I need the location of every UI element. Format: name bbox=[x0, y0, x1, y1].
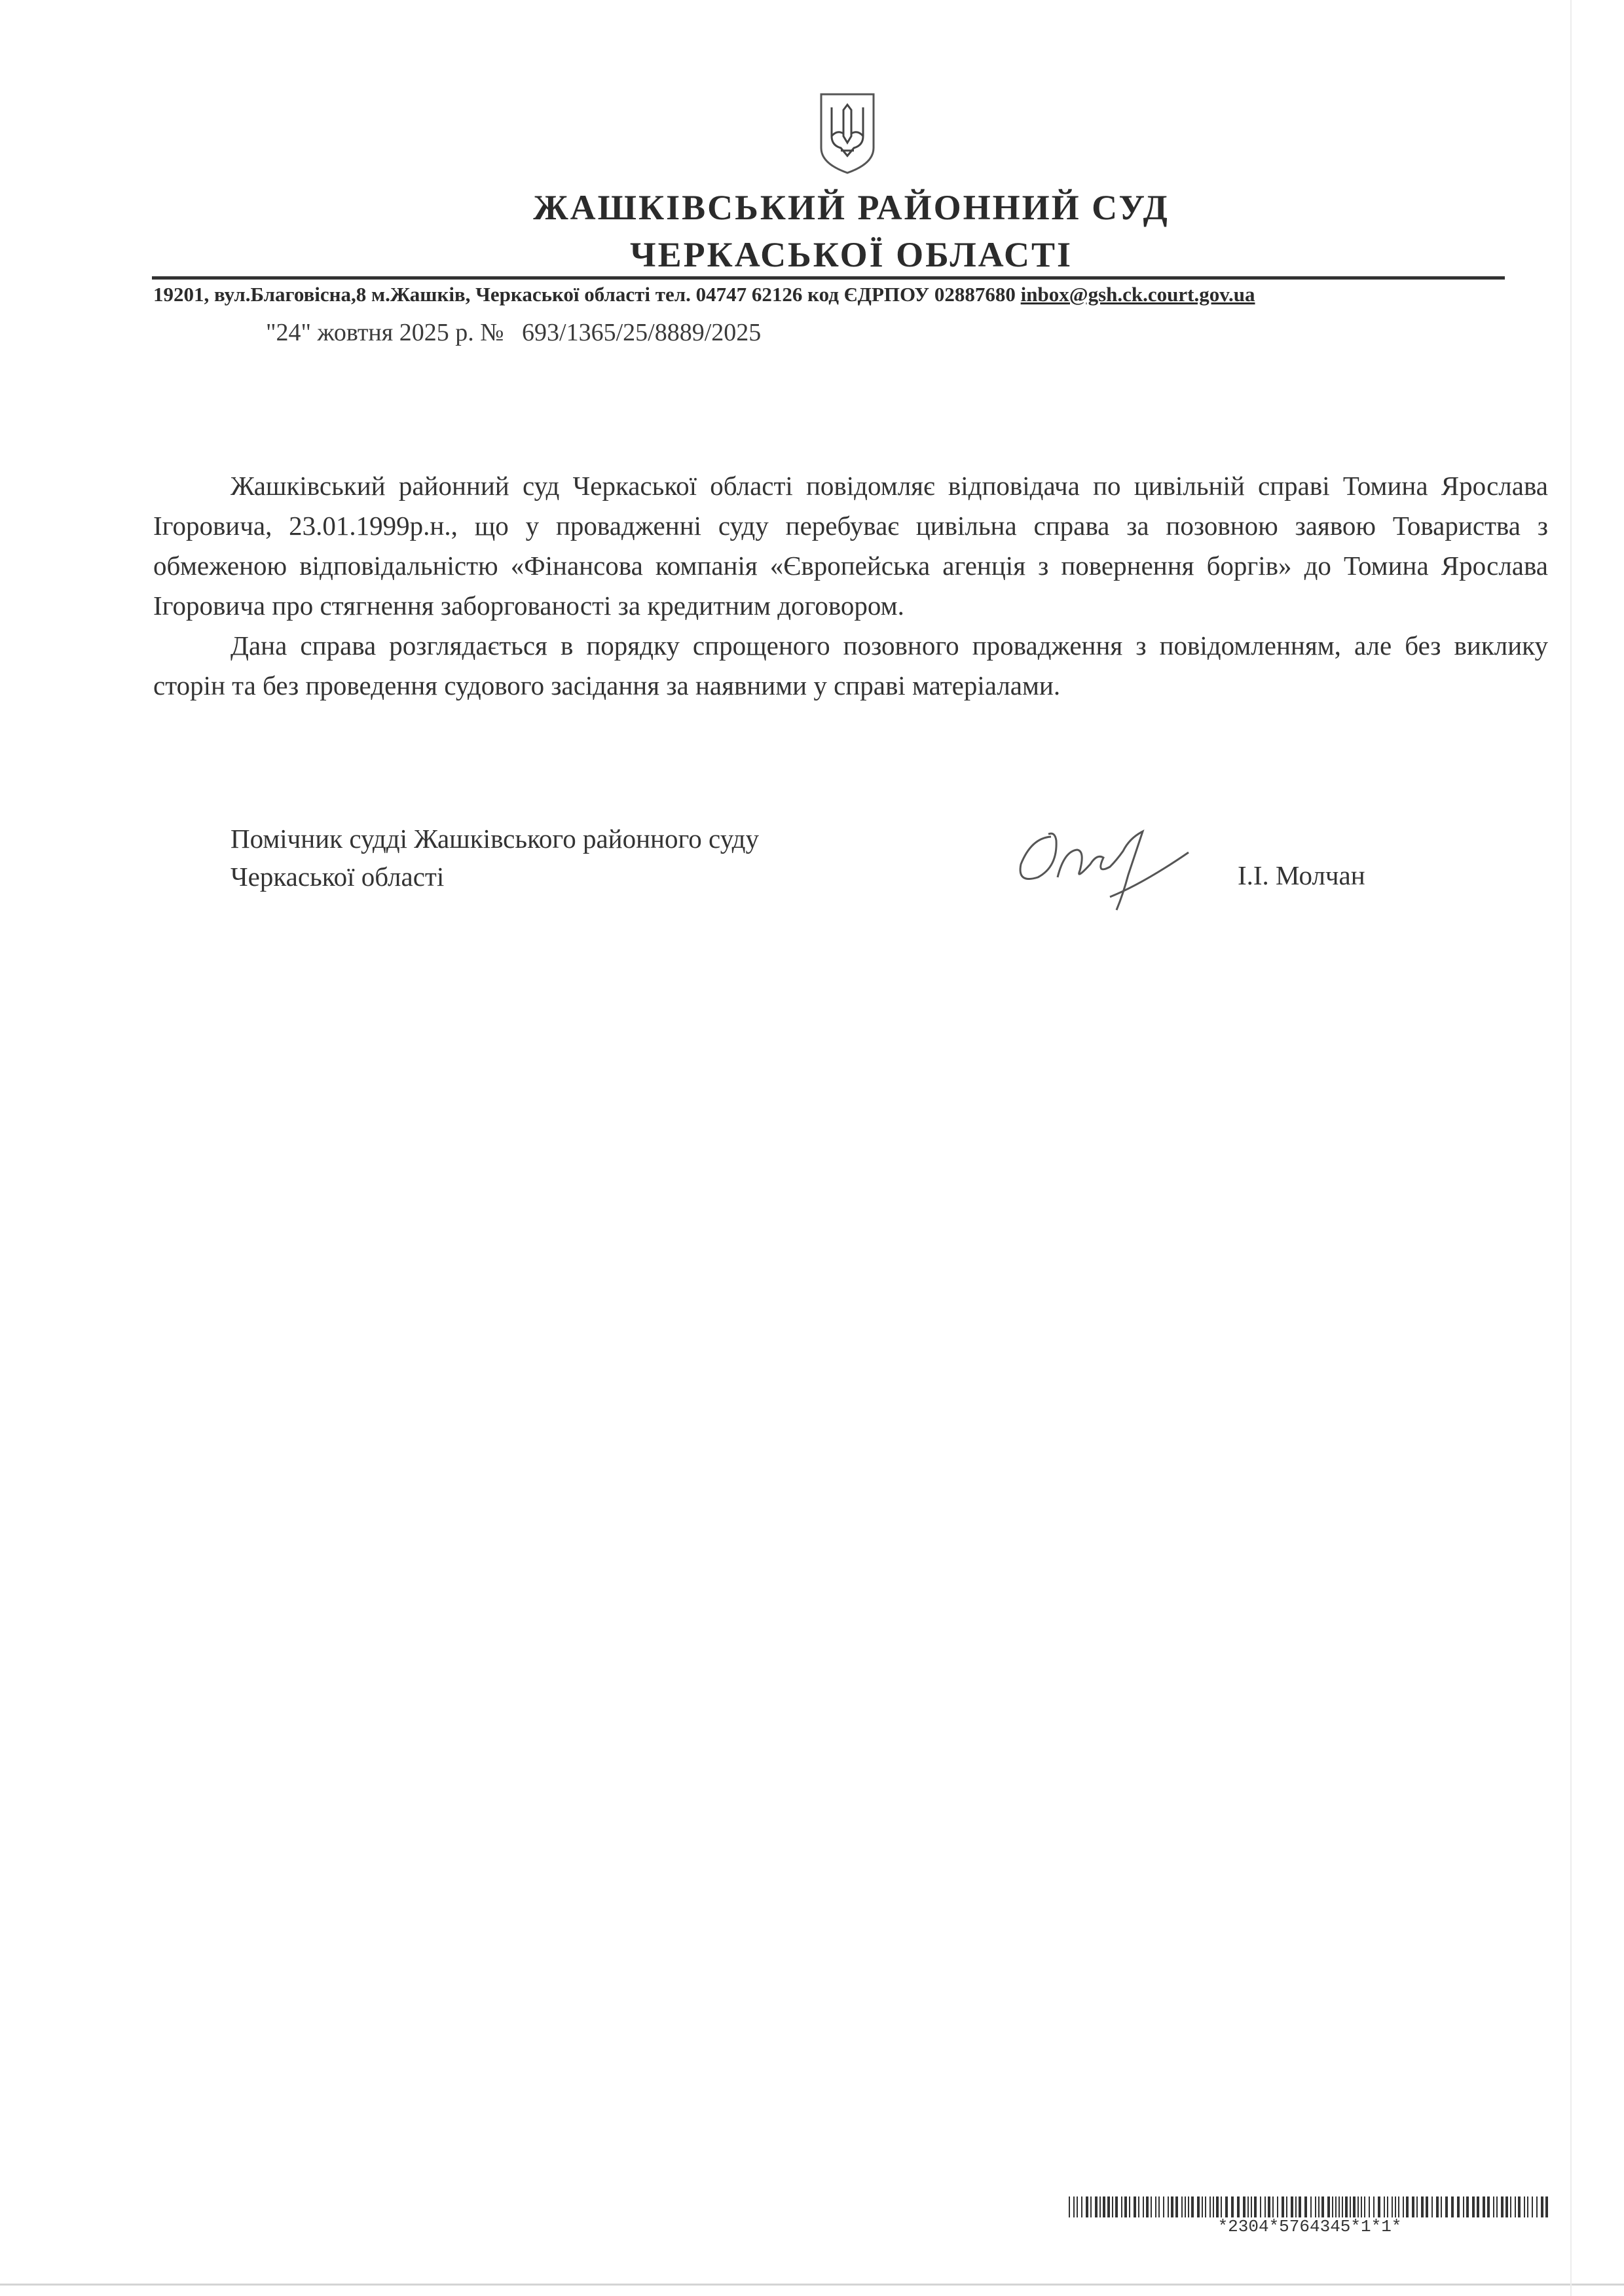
barcode-bar bbox=[1151, 2196, 1152, 2217]
barcode-bar bbox=[1536, 2196, 1538, 2217]
barcode-bar bbox=[1121, 2196, 1122, 2217]
barcode-bar bbox=[1361, 2196, 1362, 2217]
barcode-bar bbox=[1515, 2196, 1516, 2217]
barcode-bar bbox=[1073, 2196, 1075, 2217]
barcode-bar bbox=[1483, 2196, 1485, 2217]
barcode-bar bbox=[1277, 2196, 1278, 2217]
barcode-bar bbox=[1185, 2196, 1186, 2217]
barcode-bar bbox=[1369, 2196, 1370, 2217]
barcode-bar bbox=[1191, 2196, 1194, 2217]
barcode-bar bbox=[1081, 2196, 1082, 2217]
barcode-bar bbox=[1168, 2196, 1169, 2217]
barcode-bar bbox=[1107, 2196, 1110, 2217]
document-number: 693/1365/25/8889/2025 bbox=[522, 319, 762, 346]
barcode-bar bbox=[1406, 2196, 1409, 2217]
barcode-bar bbox=[1345, 2196, 1348, 2217]
barcode-bar bbox=[1350, 2196, 1351, 2217]
barcode-bar bbox=[1272, 2196, 1274, 2217]
barcode-bar bbox=[1518, 2196, 1521, 2217]
barcode-bar bbox=[1332, 2196, 1333, 2217]
barcode-bar bbox=[1188, 2196, 1189, 2217]
barcode-bar bbox=[1264, 2196, 1266, 2217]
barcode-bar bbox=[1445, 2196, 1448, 2217]
barcode-bar bbox=[1143, 2196, 1144, 2217]
barcode-bar bbox=[1175, 2196, 1178, 2217]
barcode-bar bbox=[1129, 2196, 1130, 2217]
barcode-number: *2304*5764345*1*1* bbox=[1217, 2217, 1402, 2236]
barcode-bar bbox=[1254, 2196, 1257, 2217]
document-barcode bbox=[1069, 2196, 1551, 2217]
barcode-bar bbox=[1163, 2196, 1164, 2217]
court-name-line2: ЧЕРКАСЬКОЇ ОБЛАСТІ bbox=[629, 235, 1073, 274]
barcode-bar bbox=[1457, 2196, 1460, 2217]
signer-position-line2: Черкаської області bbox=[231, 862, 445, 892]
signer-position-line1: Помічник судді Жашківського районного суду bbox=[231, 824, 759, 854]
barcode-bar bbox=[1216, 2196, 1219, 2217]
barcode-bar bbox=[1335, 2196, 1337, 2217]
barcode-bar bbox=[1247, 2196, 1249, 2217]
barcode-bar bbox=[1243, 2196, 1246, 2217]
barcode-bar bbox=[1124, 2196, 1127, 2217]
court-address bbox=[153, 283, 1255, 306]
scan-edge-bottom bbox=[0, 2284, 1624, 2286]
barcode-bar bbox=[1103, 2196, 1105, 2217]
court-email-link[interactable]: inbox@gsh.ck.court.gov.ua bbox=[1020, 283, 1255, 306]
barcode-bar bbox=[1095, 2196, 1098, 2217]
barcode-bar bbox=[1134, 2196, 1136, 2217]
barcode-bar bbox=[1505, 2196, 1508, 2217]
barcode-bar bbox=[1342, 2196, 1343, 2217]
barcode-bar bbox=[1231, 2196, 1234, 2217]
barcode-bar bbox=[1327, 2196, 1330, 2217]
barcode-bar bbox=[1202, 2196, 1203, 2217]
barcode-bar bbox=[1412, 2196, 1414, 2217]
barcode-bar bbox=[1260, 2196, 1261, 2217]
notice-body bbox=[153, 466, 1548, 706]
barcode-bar bbox=[1338, 2196, 1340, 2217]
barcode-bar bbox=[1431, 2196, 1433, 2217]
barcode-bar bbox=[1315, 2196, 1316, 2217]
barcode-bar bbox=[1545, 2196, 1548, 2217]
barcode-bar bbox=[1451, 2196, 1454, 2217]
barcode-bar bbox=[1527, 2196, 1528, 2217]
barcode-bar bbox=[1384, 2196, 1385, 2217]
handwritten-signature-icon bbox=[1012, 812, 1208, 917]
barcode-bar bbox=[1069, 2196, 1070, 2217]
barcode-bar bbox=[1115, 2196, 1118, 2217]
barcode-bar bbox=[1364, 2196, 1365, 2217]
barcode-bar bbox=[1426, 2196, 1428, 2217]
barcode-bar bbox=[1181, 2196, 1183, 2217]
barcode-bar bbox=[1282, 2196, 1284, 2217]
barcode-bar bbox=[1291, 2196, 1293, 2217]
barcode-bar bbox=[1221, 2196, 1222, 2217]
barcode-bar bbox=[1378, 2196, 1380, 2217]
barcode-bar bbox=[1353, 2196, 1356, 2217]
barcode-bar bbox=[1099, 2196, 1101, 2217]
barcode-bar bbox=[1197, 2196, 1200, 2217]
barcode-bar bbox=[1158, 2196, 1160, 2217]
trident-emblem-icon bbox=[817, 90, 877, 175]
barcode-bar bbox=[1251, 2196, 1252, 2217]
barcode-bar bbox=[1213, 2196, 1214, 2217]
barcode-bar bbox=[1357, 2196, 1359, 2217]
barcode-bar bbox=[1268, 2196, 1270, 2217]
barcode-bar bbox=[1541, 2196, 1543, 2217]
barcode-bar bbox=[1532, 2196, 1533, 2217]
barcode-bar bbox=[1086, 2196, 1088, 2217]
barcode-bar bbox=[1304, 2196, 1307, 2217]
document-dateline bbox=[266, 318, 761, 347]
barcode-bar bbox=[1524, 2196, 1525, 2217]
barcode-bar bbox=[1146, 2196, 1149, 2217]
barcode-bar bbox=[1496, 2196, 1498, 2217]
barcode-bar bbox=[1205, 2196, 1206, 2217]
signer-position bbox=[231, 820, 759, 896]
barcode-bar bbox=[1487, 2196, 1490, 2217]
barcode-bar bbox=[1209, 2196, 1211, 2217]
court-name-line1: ЖАШКІВСЬКИЙ РАЙОННИЙ СУД bbox=[533, 188, 1170, 227]
address-text: 19201, вул.Благовісна,8 м.Жашків, Черкаської області тел. 04747 62126 код ЄДРПОУ 02887680 bbox=[153, 283, 1016, 306]
barcode-bar bbox=[1225, 2196, 1228, 2217]
barcode-bar bbox=[1171, 2196, 1173, 2217]
barcode-bar bbox=[1138, 2196, 1139, 2217]
barcode-bar bbox=[1295, 2196, 1297, 2217]
barcode-bar bbox=[1416, 2196, 1418, 2217]
barcode-bar bbox=[1299, 2196, 1301, 2217]
barcode-bar bbox=[1501, 2196, 1504, 2217]
barcode-bar bbox=[1472, 2196, 1475, 2217]
barcode-bar bbox=[1286, 2196, 1287, 2217]
barcode-bar bbox=[1321, 2196, 1324, 2217]
barcode-bar bbox=[1441, 2196, 1442, 2217]
barcode-bar bbox=[1155, 2196, 1156, 2217]
signer-name: І.І. Молчан bbox=[1238, 860, 1365, 890]
barcode-bar bbox=[1318, 2196, 1320, 2217]
barcode-bar bbox=[1077, 2196, 1078, 2217]
barcode-bar bbox=[1237, 2196, 1240, 2217]
barcode-bar bbox=[1392, 2196, 1393, 2217]
number-sign: № bbox=[480, 319, 504, 346]
barcode-bar bbox=[1387, 2196, 1388, 2217]
barcode-bar bbox=[1421, 2196, 1424, 2217]
barcode-bar bbox=[1395, 2196, 1396, 2217]
document-date: "24" жовтня 2025 р. bbox=[266, 319, 474, 346]
scan-edge-right bbox=[1570, 0, 1572, 2296]
barcode-bar bbox=[1090, 2196, 1092, 2217]
barcode-bar bbox=[1403, 2196, 1404, 2217]
barcode-bar bbox=[1463, 2196, 1464, 2217]
barcode-bar bbox=[1398, 2196, 1399, 2217]
barcode-bar bbox=[1466, 2196, 1469, 2217]
barcode-bar bbox=[1510, 2196, 1511, 2217]
notice-paragraph-2: Дана справа розглядається в порядку спрощеного позовного провадження з повідомленням, але без виклику сторін та без проведення судового засідання за наявними у справі матеріалами. bbox=[153, 630, 1548, 701]
barcode-bar bbox=[1373, 2196, 1375, 2217]
notice-paragraph-1: Жашківський районний суд Черкаської області повідомляє відповідача по цивільній справі Томина Ярослава Ігоровича, 23.01.1999р.н., що у провадженні суду перебуває цивільна справа за позовною заявою Товариства з обмеженою відповідальністю «Фінансова компанія «Європейська агенція з повернення боргів» до Томина Ярослава Ігоровича про стягнення заборгованості за кредитним договором. bbox=[153, 471, 1548, 621]
barcode-bar bbox=[1310, 2196, 1312, 2217]
header-divider bbox=[152, 276, 1505, 280]
barcode-bar bbox=[1112, 2196, 1113, 2217]
barcode-bar bbox=[1477, 2196, 1479, 2217]
barcode-bar bbox=[1436, 2196, 1439, 2217]
barcode-bar bbox=[1493, 2196, 1494, 2217]
